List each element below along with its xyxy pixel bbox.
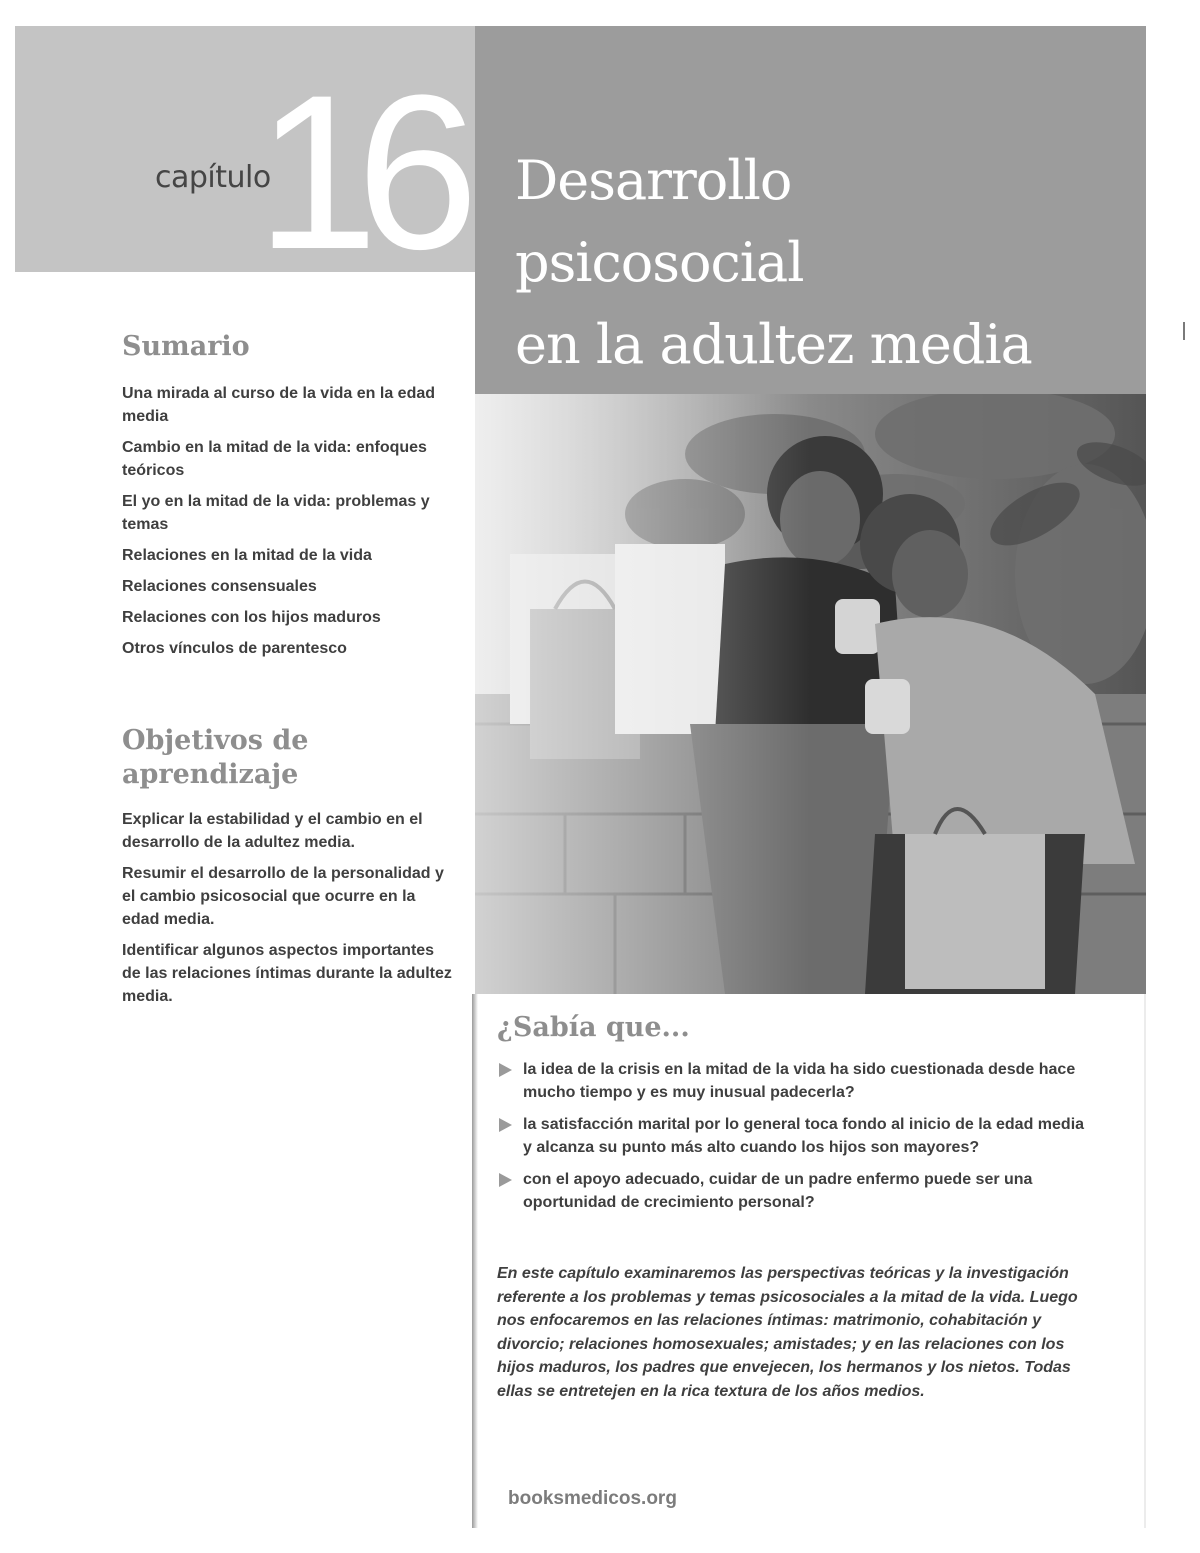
left-column: [122, 330, 452, 1016]
sumario-item: Relaciones en la mitad de la vida: [122, 547, 372, 564]
sumario-item: Una mirada al curso de la vida en la edad media: [122, 385, 436, 425]
title-line: psicosocial: [515, 231, 804, 294]
fact-item: [497, 1168, 1097, 1214]
objetivos-heading: Objetivos de aprendizaje: [122, 725, 309, 790]
sabia-heading: ¿Sabía que...: [497, 1012, 690, 1043]
footer-link[interactable]: booksmedicos.org: [508, 1488, 677, 1509]
fact-item: [497, 1113, 1097, 1159]
objetivos-list: [122, 808, 452, 1008]
title-line: en la adultez media: [515, 313, 1032, 376]
triangle-bullet-icon: [499, 1173, 512, 1187]
objetivo-item: Resumir el desarrollo de la personalidad y el cambio psicosocial que ocurre en la edad media.: [122, 865, 444, 928]
chapter-label: capítulo: [155, 160, 271, 195]
sumario-item: Otros vínculos de parentesco: [122, 640, 347, 657]
fact-item: [497, 1058, 1097, 1104]
sumario-item: El yo en la mitad de la vida: problemas y temas: [122, 493, 430, 533]
chapter-number: 16: [256, 49, 457, 295]
column-divider: [472, 994, 478, 1528]
title-line: Desarrollo: [515, 149, 792, 212]
fact-text: con el apoyo adecuado, cuidar de un padre enfermo puede ser una oportunidad de crecimiento personal?: [523, 1171, 1033, 1211]
chapter-intro: En este capítulo examinaremos las perspectivas teóricas y la investigación referente a los problemas y temas psicosociales a la mitad de la vida. Luego nos enfocaremos en las relaciones íntimas: matrimonio, cohabitación y divorcio; relaciones homosexuales; amistades; y en las relaciones con los hijos maduros, los padres que envejecen, los hermanos y los nietos. Todas ellas se entretejen en la rica textura de los años medios.: [497, 1265, 1078, 1400]
edge-mark: [1183, 322, 1185, 340]
objetivo-item: Explicar la estabilidad y el cambio en el desarrollo de la adultez media.: [122, 811, 423, 851]
chapter-title: [515, 140, 1135, 386]
fact-text: la idea de la crisis en la mitad de la vida ha sido cuestionada desde hace mucho tiempo y es muy inusual padecerla?: [523, 1061, 1076, 1101]
sumario-list: [122, 382, 452, 660]
fact-text: la satisfacción marital por lo general toca fondo al inicio de la edad media y alcanza su punto más alto cuando los hijos son mayores?: [523, 1116, 1085, 1156]
sumario-item: Cambio en la mitad de la vida: enfoques teóricos: [122, 439, 427, 479]
right-edge-line: [1144, 994, 1146, 1528]
objetivo-item: Identificar algunos aspectos importantes de las relaciones íntimas durante la adultez media.: [122, 942, 452, 1005]
sumario-heading: Sumario: [122, 331, 250, 362]
photo-illustration: [475, 394, 1146, 994]
sabia-que-box: [497, 1010, 1097, 1223]
chapter-photo: [475, 394, 1146, 994]
triangle-bullet-icon: [499, 1118, 512, 1132]
triangle-bullet-icon: [499, 1063, 512, 1077]
sumario-item: Relaciones consensuales: [122, 578, 317, 595]
sumario-item: Relaciones con los hijos maduros: [122, 609, 381, 626]
